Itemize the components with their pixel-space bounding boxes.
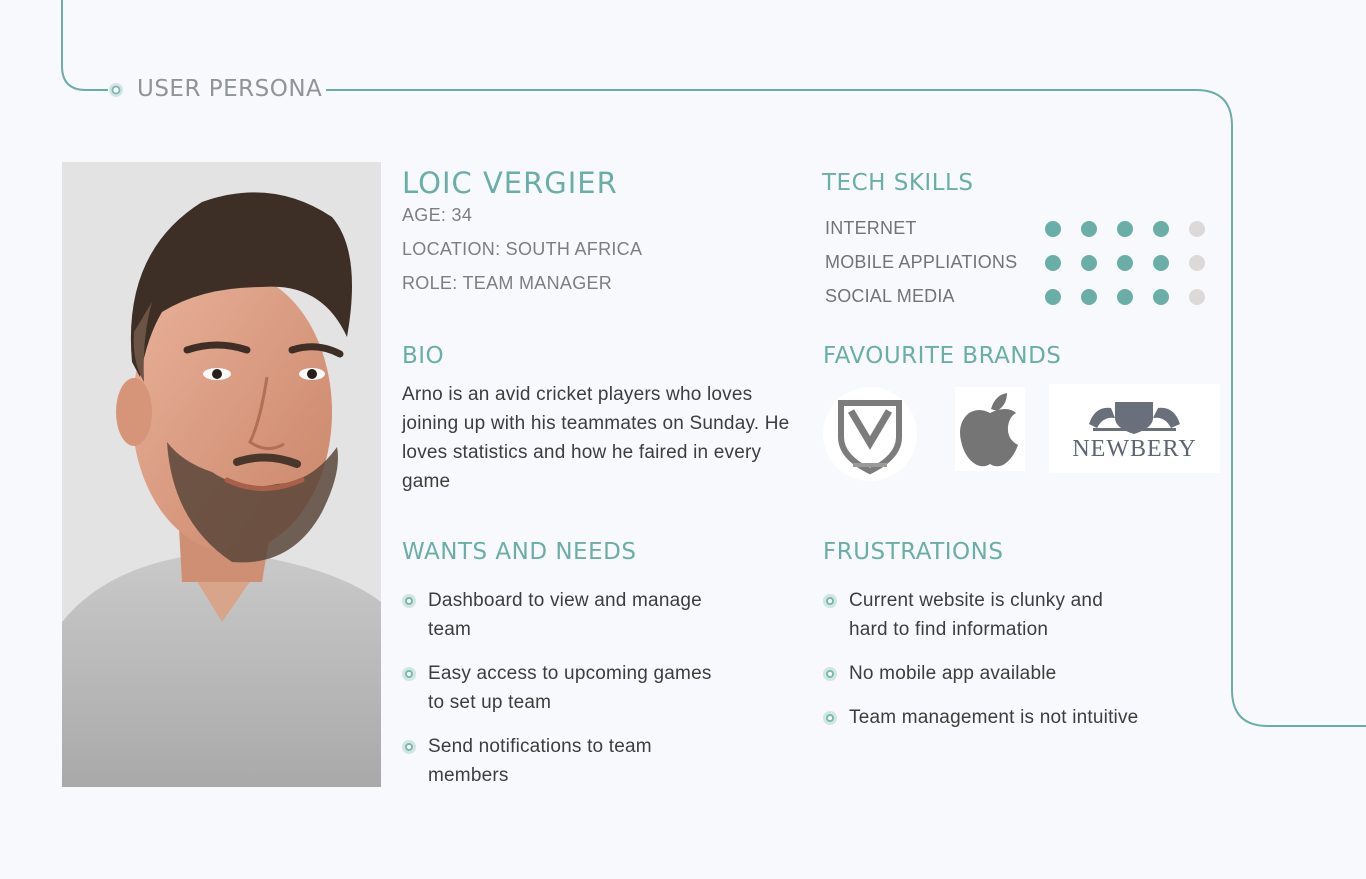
apple-logo-icon — [955, 387, 1025, 471]
page-title: USER PERSONA — [137, 76, 323, 102]
persona-age: AGE: 34 — [402, 205, 473, 225]
persona-name: LOIC VERGIER — [402, 166, 618, 200]
brand-logo-apple — [955, 387, 1025, 471]
list-item: Easy access to upcoming games to set up team — [402, 659, 732, 717]
tech-skill-row — [825, 249, 1210, 275]
rating-dot-filled — [1153, 255, 1169, 271]
shield-monogram-logo-icon — [823, 387, 917, 481]
rating-dot-filled — [1117, 221, 1133, 237]
wants-needs-heading: WANTS AND NEEDS — [402, 539, 637, 565]
rating-dot-filled — [1153, 221, 1169, 237]
rating-dot-filled — [1081, 289, 1097, 305]
brand-logo-newbery — [1049, 384, 1220, 473]
tech-skills-heading: TECH SKILLS — [822, 170, 974, 196]
bullet-icon — [823, 667, 837, 681]
tech-skill-row — [825, 283, 1210, 309]
newbery-wordmark: NEWBERY — [1072, 436, 1197, 462]
tech-skill-row — [825, 215, 1210, 241]
rating-dot-filled — [1117, 289, 1133, 305]
tech-skill-label: SOCIAL MEDIA — [825, 286, 955, 306]
rating-dot-empty — [1189, 255, 1205, 271]
list-item: Team management is not intuitive — [823, 703, 1143, 732]
persona-location: LOCATION: SOUTH AFRICA — [402, 239, 643, 259]
rating-dot-empty — [1189, 221, 1205, 237]
brand-logo-mandemeyer — [823, 387, 917, 481]
bullet-icon — [823, 711, 837, 725]
list-item: Dashboard to view and manage team — [402, 586, 732, 644]
persona-role: ROLE: TEAM MANAGER — [402, 273, 613, 293]
rating-dot-filled — [1045, 221, 1061, 237]
persona-photo — [62, 162, 381, 787]
bullet-icon — [402, 594, 416, 608]
bullet-icon — [402, 667, 416, 681]
rating-dot-filled — [1081, 255, 1097, 271]
portrait-illustration — [62, 162, 381, 787]
tech-skill-label: INTERNET — [825, 218, 917, 238]
rating-dot-filled — [1153, 289, 1169, 305]
rating-dot-empty — [1189, 289, 1205, 305]
crest-wordmark-logo-icon — [1049, 384, 1220, 473]
frustrations-list — [823, 586, 1143, 747]
list-item: No mobile app available — [823, 659, 1143, 688]
bullet-icon — [823, 594, 837, 608]
bio-text: Arno is an avid cricket players who loves joining up with his teammates on Sunday. He loves statistics and how he faired in every game — [402, 384, 790, 492]
favourite-brands-heading: FAVOURITE BRANDS — [823, 343, 1062, 369]
rating-dot-filled — [1045, 255, 1061, 271]
rating-dot-filled — [1117, 255, 1133, 271]
list-item: Current website is clunky and hard to find information — [823, 586, 1143, 644]
rating-dot-filled — [1081, 221, 1097, 237]
rating-dot-filled — [1045, 289, 1061, 305]
list-item: Send notifications to team members — [402, 732, 732, 790]
wants-needs-list — [402, 586, 732, 805]
bio-heading: BIO — [402, 343, 445, 369]
frustrations-heading: FRUSTRATIONS — [823, 539, 1004, 565]
bullet-icon — [402, 740, 416, 754]
tech-skill-label: MOBILE APPLIATIONS — [825, 252, 1018, 272]
